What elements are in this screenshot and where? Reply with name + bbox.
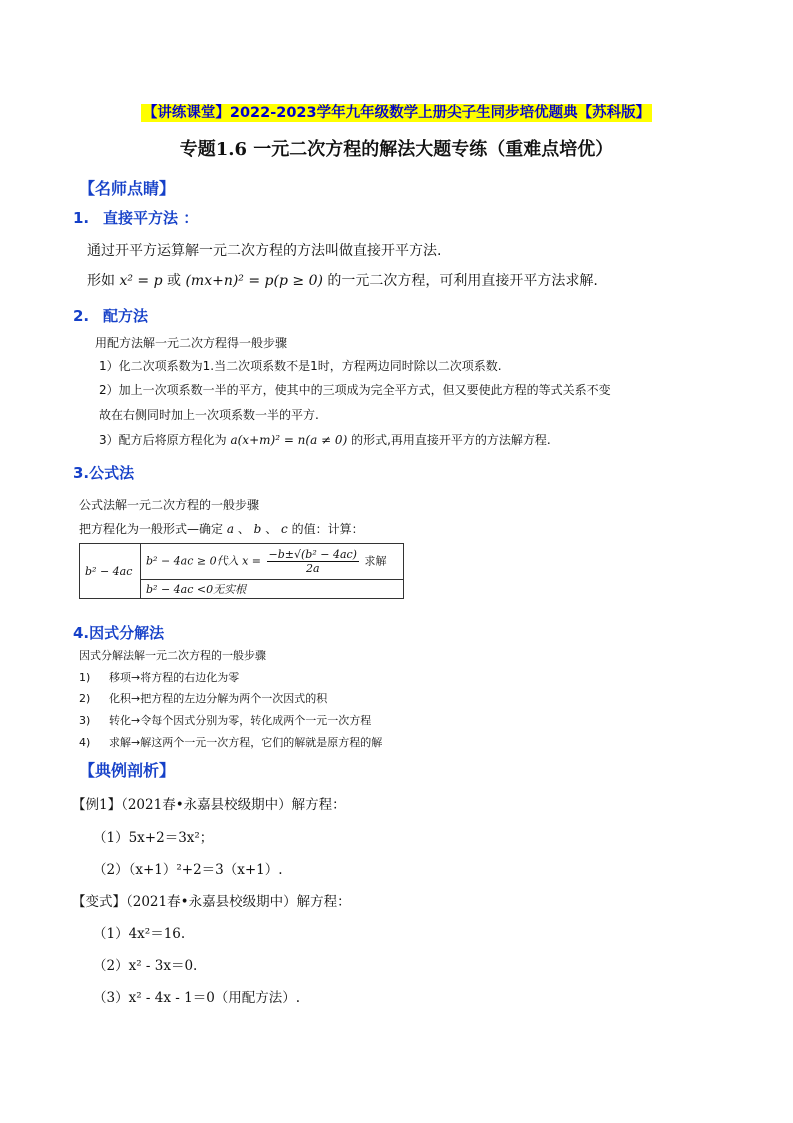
section-2-step-3 <box>99 431 551 448</box>
tips-heading: 【名师点睛】 <box>79 179 176 198</box>
section-2-intro: 用配方法解一元二次方程得一般步骤 <box>95 336 288 350</box>
example-1-q1: （1）5x+2＝3x²； <box>93 830 214 846</box>
section-1-line-2 <box>87 270 598 290</box>
series-banner <box>0 101 793 122</box>
banner-text: 【讲练课堂】2022-2023学年九年级数学上册尖子生同步培优题典【苏科版】 <box>142 105 651 121</box>
line-suffix: 的值：计算： <box>291 522 364 536</box>
formula-numerator: −b±√(b² − 4ac) <box>268 548 357 561</box>
formula-mx-n: (mx+n)² = p(p ≥ 0) <box>185 273 323 289</box>
section-3-intro: 公式法解一元二次方程的一般步骤 <box>79 498 260 512</box>
step-number: 1) <box>79 671 91 684</box>
section-4-step-4 <box>79 734 382 750</box>
variant-q1: （1）4x²＝16. <box>93 926 186 942</box>
section-2-step-2b: 故在右侧同时加上一次项系数一半的平方. <box>99 408 319 422</box>
section-2-number: 2. <box>73 307 90 325</box>
section-4-step-3 <box>79 712 371 728</box>
section-4-heading: 4.因式分解法 <box>73 624 165 642</box>
section-4-intro: 因式分解法解一元二次方程的一般步骤 <box>79 649 266 662</box>
variant-q3: （3）x² - 4x - 1＝0（用配方法）. <box>93 990 301 1006</box>
variant-q2: （2）x² - 3x＝0. <box>93 958 198 974</box>
step-text: 转化→令每个因式分别为零，转化成两个一元一次方程 <box>109 714 372 727</box>
step-text: 移项→将方程的右边化为零 <box>109 671 240 684</box>
line2-suffix: 的一元二次方程，可利用直接开平方法求解. <box>327 273 598 289</box>
examples-heading: 【典例剖析】 <box>79 761 176 780</box>
step-text: 化积→把方程的左边分解为两个一次因式的积 <box>109 692 328 705</box>
section-1-number: 1. <box>73 209 90 227</box>
step-text: 求解→解这两个一元一次方程，它们的解就是原方程的解 <box>109 736 383 749</box>
formula-denominator: 2a <box>305 562 320 575</box>
section-4-step-2 <box>79 690 327 706</box>
line-prefix: 把方程化为一般形式—确定 <box>79 522 224 536</box>
positive-condition: b² − 4ac ≥ 0代入 <box>146 554 239 568</box>
separator-1: 、 <box>237 522 250 536</box>
section-2-step-1: 1）化二次项系数为1.当二次项系数不是1时，方程两边同时除以二次项系数. <box>99 359 502 373</box>
section-2-title: 配方法 <box>103 307 149 325</box>
formula-x-squared: x² = p <box>119 273 163 289</box>
quadratic-formula <box>267 548 359 575</box>
positive-case-cell <box>141 544 404 580</box>
step-number: 4) <box>79 736 91 749</box>
section-1-line-1: 通过开平方运算解一元二次方程的方法叫做直接开平方法. <box>87 243 442 259</box>
section-3-line <box>79 520 364 537</box>
coef-b: b <box>253 522 262 536</box>
formula-a-x-m: a(x+m)² = n(a ≠ 0) <box>230 433 348 447</box>
coef-c: c <box>281 522 288 536</box>
section-3-heading: 3.公式法 <box>73 464 135 482</box>
step3-suffix: 的形式,再用直接开平方的方法解方程. <box>351 433 551 447</box>
section-4-step-1 <box>79 669 239 685</box>
section-1-heading <box>73 207 198 228</box>
section-2-step-2a: 2）加上一次项系数一半的平方，使其中的三项成为完全平方式，但又要使此方程的等式关系不变 <box>99 383 611 397</box>
separator-2: 、 <box>265 522 278 536</box>
coef-a: a <box>226 522 234 536</box>
example-1-label: 【例1】（2021春•永嘉县校级期中）解方程： <box>72 797 346 813</box>
step-number: 3) <box>79 714 91 727</box>
discriminant-table <box>79 543 404 599</box>
solve-label: 求解 <box>364 554 387 568</box>
discriminant-cell: b² − 4ac <box>80 544 141 599</box>
section-1-title: 直接平方法 ： <box>103 209 199 227</box>
step-number: 2) <box>79 692 91 705</box>
formula-lhs: x = <box>242 554 262 568</box>
step3-prefix: 3）配方后将原方程化为 <box>99 433 227 447</box>
page-title: 专题1.6 一元二次方程的解法大题专练（重难点培优） <box>179 139 614 160</box>
line2-or: 或 <box>167 273 182 289</box>
example-1-q2: （2）（x+1）²+2＝3（x+1）. <box>93 862 283 878</box>
variant-label: 【变式】（2021春•永嘉县校级期中）解方程： <box>72 894 351 910</box>
section-2-heading <box>73 305 148 326</box>
line2-prefix: 形如 <box>87 273 115 289</box>
negative-case-cell: b² − 4ac <0无实根 <box>141 580 404 599</box>
